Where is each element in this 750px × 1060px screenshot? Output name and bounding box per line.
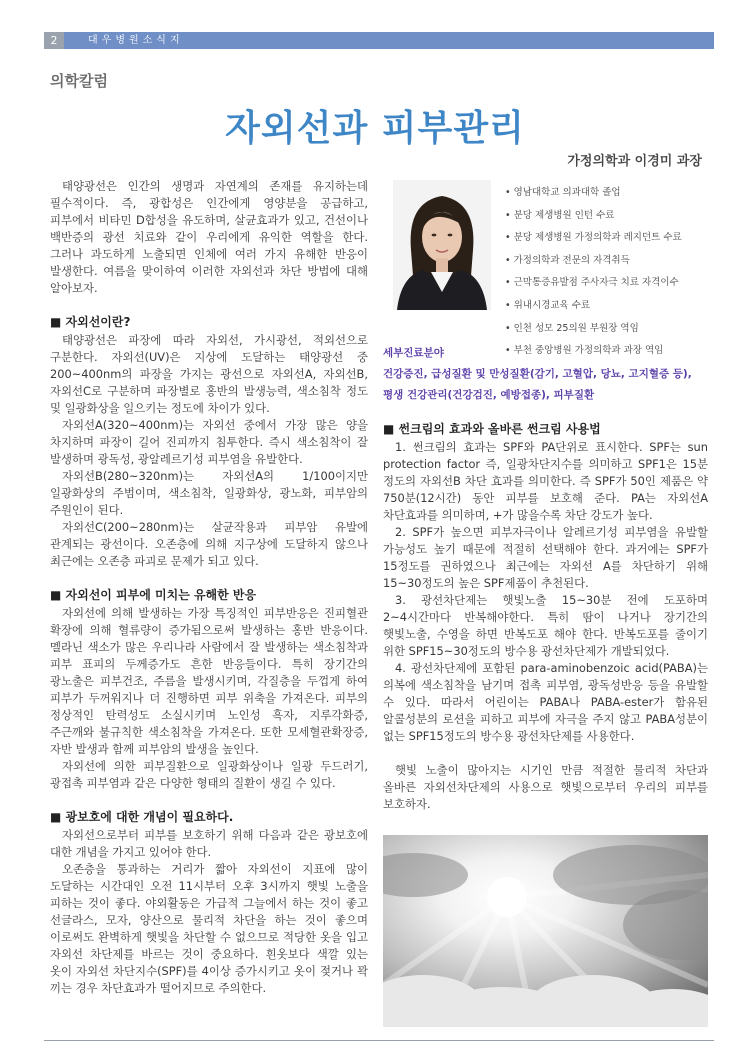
paragraph: 자외선A(320~400nm)는 자외선 중에서 가장 많은 양을 차지하며 파장이 길어 진피까지 침투한다. 즉시 색소침착이 잘 발생하며 광독성, 광알레르기성 피부염을 유발한다. (50, 418, 368, 466)
right-column (383, 421, 708, 813)
career-item: • 영남대학교 의과대학 졸업 (505, 182, 715, 205)
sky-sunlight-image (383, 835, 708, 1027)
career-item: • 인천 성모 25의원 부원장 역임 (505, 318, 715, 341)
section-label: 의학칼럼 (50, 72, 108, 90)
paragraph: 오존층을 통과하는 거리가 짧아 자외선이 지표에 많이 도달하는 시간대인 오전 11시부터 오후 3시까지 햇빛 노출을 피하는 것이 좋다. 야외활동은 가급적 그늘에서 하는 것이 좋고 선글라스, 모자, 양산으로 물리적 차단을 하는 것이 좋으며 이로써도 완벽하게 햇빛을 차단할 수 없으므로 적당한 옷을 입고 자외선 차단제를 바르는 것이 중요하다. 흰옷보다 색깔 있는 옷이 자외선 차단지수(SPF)를 4이상 증가시키고 옷이 젖거나 꽉 끼는 경우 차단효과가 떨어지므로 주의한다. (50, 862, 368, 995)
paragraph: 자외선에 의한 피부질환으로 일광화상이나 일광 두드러기, 광접촉 피부염과 같은 다양한 형태의 질환이 생길 수 있다. (50, 759, 368, 790)
paragraph: 4. 광선차단제에 포함된 para-aminobenzoic acid(PABA)는 의복에 색소침착을 남기며 접촉 피부염, 광독성반응 등을 유발할 수 있다. 따라서 어린이는 PABA나 PABA-ester가 함유된 알콜성분의 로션을 피하고 피부에 자극을 주지 않고 PABA성분이 없는 SPF15정도의 방수용 광선차단제를 사용한다. (383, 661, 708, 743)
footer-divider (44, 1040, 714, 1041)
section-heading-suncream: ■ 썬크림의 효과와 올바른 썬크림 사용법 (383, 422, 601, 436)
specialty-block (383, 343, 713, 406)
paragraph: 태양광선은 파장에 따라 자외선, 가시광선, 적외선으로 구분한다. 자외선(UV)은 지상에 도달하는 태양광선 중 200~400nm의 파장을 가지는 광선으로 자외선A, 자외선B, 자외선C로 구분하며 파장별로 홍반의 발생능력, 색소침착 정도 및 일광화상을 일으키는 정도에 차이가 있다. (50, 333, 368, 415)
intro-paragraph: 태양광선은 인간의 생명과 자연계의 존재를 유지하는데 필수적이다. 즉, 광합성은 인간에게 영양분을 공급하고, 피부에서 비타민 D합성을 유도하며, 살균효과가 있고, 건선이나 백반증의 광선 치료와 같이 우리에게 유익한 역할을 한다. 그러나 과도하게 노출되면 인체에 여러 가지 유해한 반응이 발생한다. 여름을 맞이하여 이러한 자외선과 차단 방법에 대해 알아보자. (50, 179, 368, 295)
section-heading-harm: ■ 자외선이 피부에 미치는 유해한 반응 (50, 588, 257, 602)
author-photo (393, 180, 491, 310)
specialty-line: 평생 건강관리(건강검진, 예방접종), 피부질환 (383, 389, 595, 401)
career-list (505, 182, 715, 363)
paragraph: 자외선으로부터 피부를 보호하기 위해 다음과 같은 광보호에 대한 개념을 가지고 있어야 한다. (50, 828, 368, 859)
left-column (50, 178, 368, 997)
paragraph: 자외선C(200~280nm)는 살균작용과 피부암 유발에 관계되는 광선이다. 오존층에 의해 지구상에 도달하지 않으나 최근에는 오존층 파괴로 문제가 되고 있다. (50, 520, 368, 568)
paragraph: 1. 썬크림의 효과는 SPF와 PA단위로 표시한다. SPF는 sun protection factor 즉, 일광차단지수를 의미하고 SPF1은 15분 정도의 자외선B 차단 효과를 의미한다. 즉 SPF가 50인 제품은 약 750분(12시간) 동안 피부를 보호해 준다. PA는 자외선A 차단효과를 의미하며, +가 많을수록 차단 강도가 높다. (383, 440, 708, 522)
career-item: • 근막통증유발점 주사자극 치료 자격이수 (505, 272, 715, 295)
career-item: • 분당 제생병원 인턴 수료 (505, 205, 715, 228)
career-item: • 위내시경교육 수료 (505, 295, 715, 318)
paragraph: 3. 광선차단제는 햇빛노출 15~30분 전에 도포하며 2~4시간마다 반복해야한다. 특히 땀이 나거나 장기간의 햇빛노출, 수영을 하면 반복도포 해야 한다. 반복도포를 줄이기 위한 SPF15~30정도의 방수용 광선차단제가 개발되었다. (383, 593, 708, 658)
newsletter-title: 대우병원소식지 (88, 35, 184, 46)
specialty-line: 건강증진, 급성질환 및 만성질환(감기, 고혈압, 당뇨, 고지혈증 등), (383, 368, 692, 380)
paragraph: 자외선B(280~320nm)는 자외선A의 1/100이지만 일광화상의 주범이며, 색소침착, 일광화상, 광노화, 피부암의 주원인이 된다. (50, 469, 368, 517)
header-bar (44, 32, 714, 49)
section-heading-uv: ■ 자외선이란? (50, 315, 131, 329)
career-item: • 부천 중앙병원 가정의학과 과장 역임 (505, 340, 715, 363)
career-item: • 가정의학과 전문의 자격취득 (505, 250, 715, 273)
page-number: 2 (44, 32, 64, 49)
article-title: 자외선과 피부관리 (225, 108, 525, 149)
specialty-title: 세부진료분야 (383, 347, 444, 359)
closing-paragraph: 햇빛 노출이 많아지는 시기인 만큼 적절한 물리적 차단과 올바른 자외선차단제의 사용으로 햇빛으로부터 우리의 피부를 보호하자. (383, 763, 708, 811)
author-profile (383, 180, 713, 401)
section-heading-protection: ■ 광보호에 대한 개념이 필요하다. (50, 810, 234, 824)
author: 가정의학과 이경미 과장 (567, 154, 702, 169)
paragraph: 자외선에 의해 발생하는 가장 특징적인 피부반응은 진피혈관 확장에 의해 혈류량이 증가됨으로써 발생하는 홍반 반응이다. 멜라닌 색소가 많은 우리나라 사람에서 잘 발생하는 색소침착과 피부 표피의 두께증가도 흔한 반응들이다. 특히 장기간의 광노출은 피부건조, 주름을 발생시키며, 각질층을 두껍게 하여 피부가 두꺼워지나 더 진행하면 피부 위축을 가져온다. 피부의 정상적인 탄력성도 소실시키며 노인성 흑자, 지루각화증, 주근깨와 불규칙한 색소침착을 가져온다. 또한 모세혈관확장증, 자반 발생과 함께 피부암의 발생을 높인다. (50, 606, 368, 756)
paragraph: 2. SPF가 높으면 피부자극이나 알레르기성 피부염을 유발할 가능성도 높기 때문에 적절히 선택해야 한다. 과거에는 SPF가 15정도를 권하였으나 최근에는 자외선 A를 차단하기 위해 15~30정도의 높은 SPF제품이 추천된다. (383, 525, 708, 590)
career-item: • 분당 제생병원 가정의학과 레지던트 수료 (505, 227, 715, 250)
